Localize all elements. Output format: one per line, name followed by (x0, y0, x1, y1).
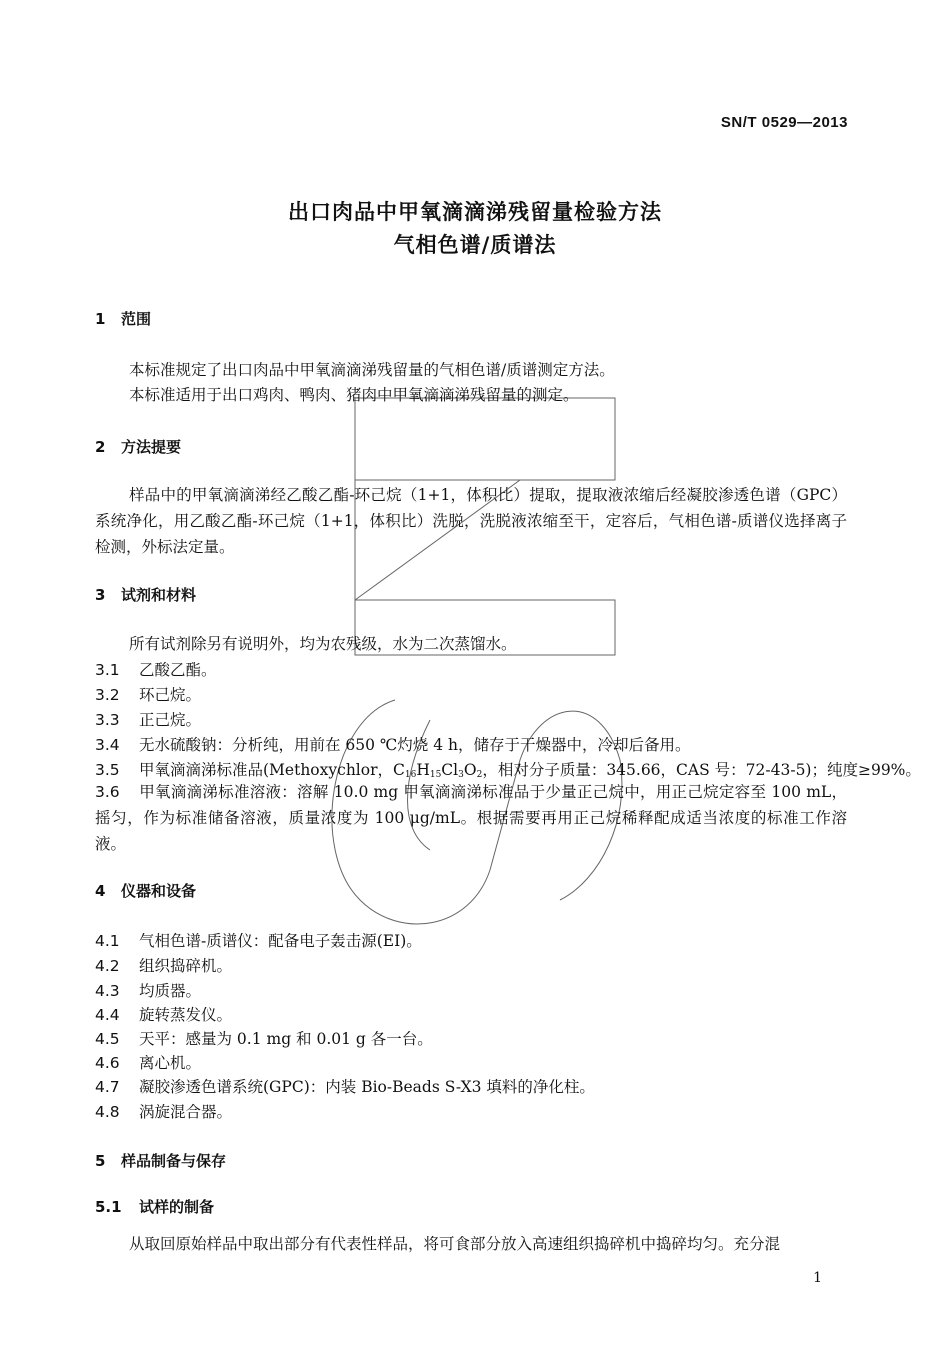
list-item (95, 1100, 232, 1122)
list-item (95, 733, 690, 755)
formula-element: Cl (441, 761, 459, 779)
paragraph: 样品中的甲氧滴滴涕经乙酸乙酯-环己烷（1+1，体积比）提取，提取液浓缩后经凝胶渗透色谱（GPC）系统净化，用乙酸乙酯-环己烷（1+1，体积比）洗脱，洗脱液浓缩至干，定容后，气相色谱-质谱仪选择离子检测，外标法定量。 (95, 486, 847, 556)
section-number: 1 (95, 310, 106, 328)
item-text-suffix: ，相对分子质量：345.66，CAS 号：72-43-5)；纯度≥99%。 (482, 761, 921, 779)
section-number: 4 (95, 882, 106, 900)
item-text-prefix: 甲氧滴滴涕标准品(Methoxychlor，C (139, 761, 405, 779)
document-title: 出口肉品中甲氧滴滴涕残留量检验方法 (288, 200, 662, 224)
formula-subscript: 15 (429, 770, 442, 780)
list-item (95, 1027, 433, 1049)
item-number: 3.5 (95, 761, 120, 779)
page-number: 1 (813, 1270, 822, 1286)
section-number: 2 (95, 438, 106, 456)
list-item (95, 979, 201, 1001)
item-text: 乙酸乙酯。 (139, 661, 217, 679)
item-number: 3.2 (95, 686, 120, 704)
section-title: 试剂和材料 (121, 586, 197, 604)
item-text: 均质器。 (139, 982, 202, 1000)
item-number: 4.6 (95, 1054, 120, 1072)
section-2-heading (95, 436, 181, 457)
item-number: 3.1 (95, 661, 120, 679)
list-item (95, 758, 921, 780)
formula-subscript: 3 (458, 770, 464, 780)
list-item (95, 929, 422, 951)
subsection-number: 5.1 (95, 1198, 122, 1216)
item-number: 4.3 (95, 982, 120, 1000)
paragraph: 所有试剂除另有说明外，均为农残级，水为二次蒸馏水。 (129, 635, 517, 653)
document-subtitle: 气相色谱/质谱法 (393, 233, 557, 257)
subsection-title: 试样的制备 (139, 1198, 215, 1216)
subsection-5-1-heading (95, 1196, 214, 1217)
item-text: 环己烷。 (139, 686, 202, 704)
item-number: 4.7 (95, 1078, 120, 1096)
item-number: 4.5 (95, 1030, 120, 1048)
item-number: 4.2 (95, 957, 120, 975)
list-item (95, 954, 232, 976)
section-1-heading (95, 308, 151, 329)
formula-element: H (416, 761, 430, 779)
section-title: 范围 (121, 310, 152, 328)
list-item (95, 1075, 595, 1097)
section-3-heading (95, 584, 196, 605)
section-title: 样品制备与保存 (121, 1152, 227, 1170)
formula-subscript: 16 (404, 770, 417, 780)
section-title: 方法提要 (121, 438, 182, 456)
item-text: 涡旋混合器。 (139, 1103, 233, 1121)
list-item (95, 683, 201, 705)
list-item (95, 708, 201, 730)
list-item (95, 1051, 201, 1073)
item-text: 离心机。 (139, 1054, 202, 1072)
item-text: 无水硫酸钠：分析纯，用前在 650 ℃灼烧 4 h，储存于干燥器中，冷却后备用。 (139, 736, 691, 754)
section-number: 5 (95, 1152, 106, 1170)
item-text: 正己烷。 (139, 711, 202, 729)
item-text: 凝胶渗透色谱系统(GPC)：内装 Bio-Beads S-X3 填料的净化柱。 (139, 1078, 595, 1096)
item-text: 天平：感量为 0.1 mg 和 0.01 g 各一台。 (139, 1030, 433, 1048)
list-item (95, 658, 217, 680)
item-text: 旋转蒸发仪。 (139, 1006, 233, 1024)
item-number: 3.6 (95, 783, 120, 801)
item-number: 4.4 (95, 1006, 120, 1024)
section-number: 3 (95, 586, 106, 604)
section-5-heading (95, 1150, 226, 1171)
item-text: 组织捣碎机。 (139, 957, 233, 975)
item-number: 3.3 (95, 711, 120, 729)
item-text: 甲氧滴滴涕标准溶液：溶解 10.0 mg 甲氧滴滴涕标准品于少量正己烷中，用正己烷定容至 100 mL，摇匀，作为标准储备溶液，质量浓度为 100 μg/mL。根据需要再用正己烷稀释配成适当浓度的标准工作溶液。 (95, 783, 847, 853)
item-number: 4.1 (95, 932, 120, 950)
formula-element: O (463, 761, 477, 779)
paragraph: 本标准适用于出口鸡肉、鸭肉、猪肉中甲氧滴滴涕残留量的测定。 (129, 386, 579, 404)
item-number: 4.8 (95, 1103, 120, 1121)
list-item (95, 779, 847, 857)
item-number: 3.4 (95, 736, 120, 754)
item-text: 气相色谱-质谱仪：配备电子轰击源(EI)。 (139, 932, 422, 950)
list-item (95, 1003, 232, 1025)
section-title: 仪器和设备 (121, 882, 197, 900)
paragraph: 本标准规定了出口肉品中甲氧滴滴涕残留量的气相色谱/质谱测定方法。 (129, 361, 615, 379)
paragraph: 从取回原始样品中取出部分有代表性样品，将可食部分放入高速组织捣碎机中捣碎均匀。充分混 (129, 1235, 781, 1253)
section-4-heading (95, 880, 196, 901)
formula-subscript: 2 (476, 770, 483, 780)
standard-number: SN/T 0529—2013 (720, 114, 848, 131)
